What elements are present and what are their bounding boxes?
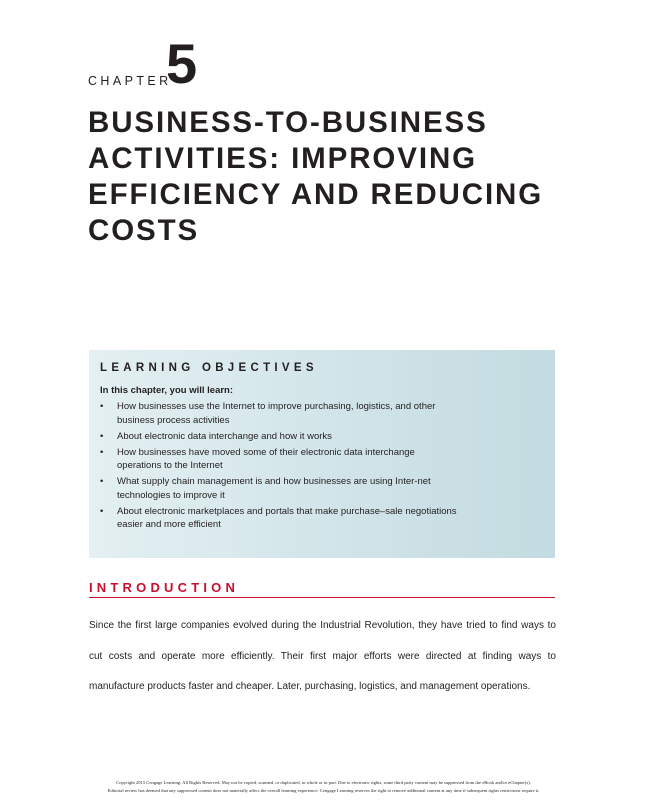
learning-objectives-heading: LEARNING OBJECTIVES [100,362,318,374]
chapter-title: BUSINESS-TO-BUSINESS ACTIVITIES: IMPROVING EFFICIENCY AND REDUCING COSTS [88,106,544,247]
learning-objectives-list [100,400,541,532]
objective-item [100,400,457,427]
chapter-label: CHAPTER [88,74,172,88]
objective-text: About electronic marketplaces and portals that make purchase–sale negotiations easier and more efficient [117,505,457,531]
objective-item [100,505,457,532]
chapter-number: 5 [166,32,198,95]
bullet-icon: • [100,430,104,442]
copyright-line-2: Editorial review has deemed that any suppressed content does not materially affect the overall learning experience. Cengage Learning reserves the right to remove additional content at any time if subsequent rights restrictions require it. [107,788,540,793]
introduction-heading: INTRODUCTION [89,580,555,598]
objective-text: How businesses use the Internet to improve purchasing, logistics, and other business process activities [117,401,436,426]
bullet-icon: • [100,476,104,488]
copyright-line-1: Copyright 2015 Cengage Learning. All Rights Reserved. May not be copied, scanned, or duplicated, in whole or in part. Due to electronic rights, some third party content may be suppressed from the eBook and/or eChapter(s). [116,780,531,785]
objective-text: About electronic data interchange and how it works [117,430,332,442]
introduction-paragraph: Since the first large companies evolved during the Industrial Revolution, they have tried to find ways to cut costs and operate more efficiently. Their first major efforts were directed at finding ways to manufacture products faster and cheaper. Later, purchasing, logistics, and management operations. [89,620,556,692]
learning-objectives-box [89,350,555,558]
objective-text: How businesses have moved some of their electronic data interchange operations to the Internet [117,446,415,472]
objective-text: What supply chain management is and how businesses are using Inter-net technologies to improve it [117,476,431,501]
copyright-footer [0,779,647,795]
objective-item [100,475,457,502]
learning-objectives-intro: In this chapter, you will learn: [100,385,234,396]
bullet-icon: • [100,446,104,458]
bullet-icon: • [100,505,104,517]
bullet-icon: • [100,401,104,412]
objective-item [100,446,457,473]
objective-item [100,430,457,444]
